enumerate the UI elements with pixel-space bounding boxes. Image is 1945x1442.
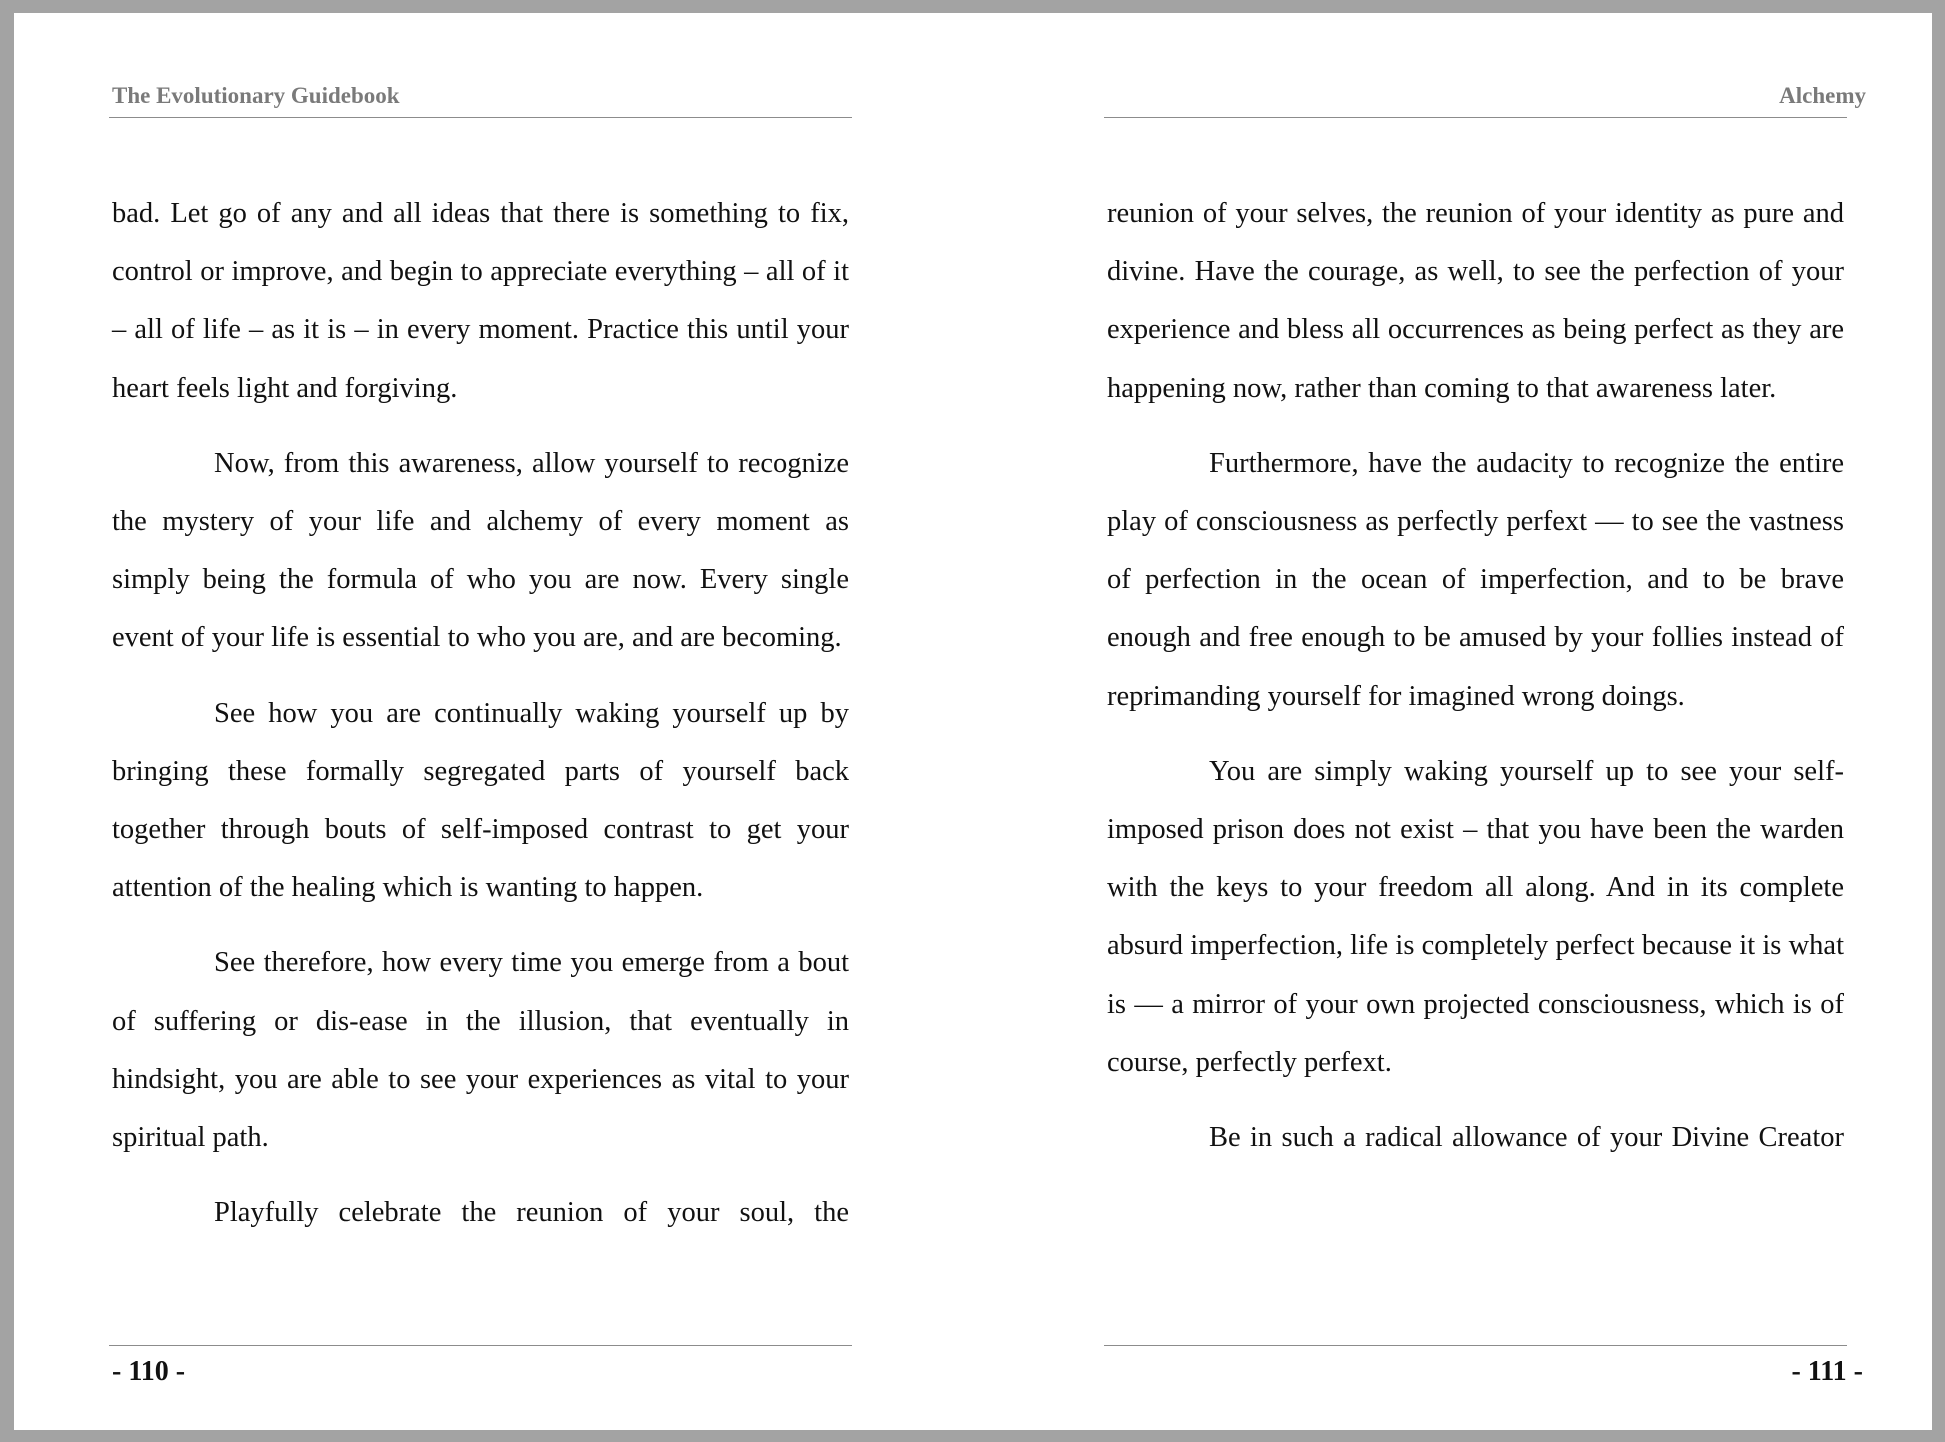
footer-rule xyxy=(109,1345,852,1346)
paragraph: Now, from this awareness, allow yourself to recognize the mystery of your life and alchemy of every moment as simply being the formula of who you are now. Every single event of your life is essential to who you are, and are becoming. xyxy=(112,447,849,654)
paragraph: Furthermore, have the audacity to recognize the entire play of consciousness as perfectly perfext — to see the vastness of perfection in the ocean of imperfection, and to be brave enough and free enough to be amused by your follies instead of reprimanding yourself for imagined wrong doings. xyxy=(1107,447,1844,712)
left-page xyxy=(14,13,973,1430)
header-rule xyxy=(109,117,852,118)
paragraph: Be in such a radical allowance of your Divine Creator xyxy=(1209,1122,1844,1154)
right-page xyxy=(973,13,1932,1430)
header-rule xyxy=(1104,117,1847,118)
footer-rule xyxy=(1104,1345,1847,1346)
paragraph: bad. Let go of any and all ideas that there is something to fix, control or improve, and begin to appreciate everything – all of it – all of life – as it is – in every moment. Practice this until your heart feels light and forgiving. xyxy=(112,198,849,404)
paragraph: You are simply waking yourself up to see your self-imposed prison does not exist – that you have been the warden with the keys to your freedom all along. And in its complete absurd imperfection, life is completely perfect because it is what is — a mirror of your own projected consciousness, which is of course, perfectly perfext. xyxy=(1107,755,1844,1078)
running-head-chapter-title: Alchemy xyxy=(1779,83,1866,108)
left-page-body xyxy=(112,185,849,1259)
page-number: - 111 - xyxy=(1791,1356,1863,1387)
page-number: - 110 - xyxy=(112,1356,186,1387)
paragraph: See how you are continually waking yourself up by bringing these formally segregated parts of yourself back together through bouts of self-imposed contrast to get your attention of the healing which is wanting to happen. xyxy=(112,697,849,904)
running-head-book-title: The Evolutionary Guidebook xyxy=(112,83,400,108)
paragraph: reunion of your selves, the reunion of your identity as pure and divine. Have the courage, as well, to see the perfection of your experience and bless all occurrences as being perfect as they are happening now, rather than coming to that awareness later. xyxy=(1107,198,1844,404)
book-spread xyxy=(14,13,1932,1430)
right-page-body xyxy=(1107,185,1844,1184)
paragraph: See therefore, how every time you emerge from a bout of suffering or dis-ease in the illusion, that eventually in hindsight, you are able to see your experiences as vital to your spiritual path. xyxy=(112,947,849,1154)
paragraph: Playfully celebrate the reunion of your soul, the xyxy=(214,1197,849,1229)
